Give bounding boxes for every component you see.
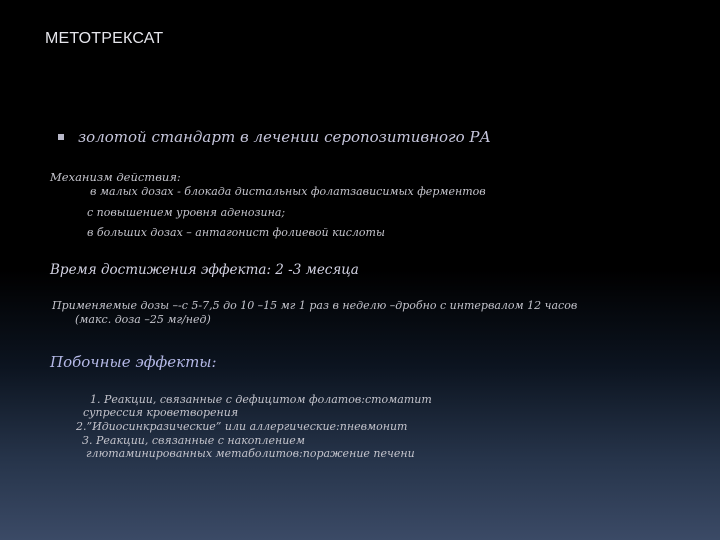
bullet-item	[58, 128, 491, 146]
mechanism-line: в малых дозах - блокада дистальных фолатзависимых ферментов	[90, 185, 486, 198]
side-effect-line: 1. Реакции, связанные с дефицитом фолатов:стоматит	[90, 393, 432, 406]
dose-max-line: (макс. доза –25 мг/нед)	[75, 313, 211, 326]
side-effect-line: 3. Реакции, связанные с накоплением	[82, 434, 305, 447]
mechanism-line: в больших дозах – антагонист фолиевой кислоты	[87, 226, 385, 239]
side-effects-heading: Побочные эффекты:	[50, 353, 217, 371]
slide-title: МЕТОТРЕКСАТ	[45, 30, 164, 47]
mechanism-line: с повышением уровня аденозина;	[87, 206, 286, 219]
dose-line: Применяемые дозы –-с 5-7,5 до 10 –15 мг 1 раз в неделю –дробно с интервалом 12 часов	[52, 299, 578, 312]
square-bullet-icon	[58, 134, 64, 140]
side-effect-line: глютаминированных метаболитов:поражение печени	[86, 447, 415, 460]
bullet-text: золотой стандарт в лечении серопозитивного РА	[78, 128, 491, 146]
side-effect-line: 2.”Идиосинкразические” или аллергические:пневмонит	[76, 420, 408, 433]
time-to-effect: Время достижения эффекта: 2 -3 месяца	[50, 262, 359, 278]
side-effect-line: супрессия кроветворения	[83, 406, 239, 419]
mechanism-heading: Механизм действия:	[50, 170, 181, 184]
